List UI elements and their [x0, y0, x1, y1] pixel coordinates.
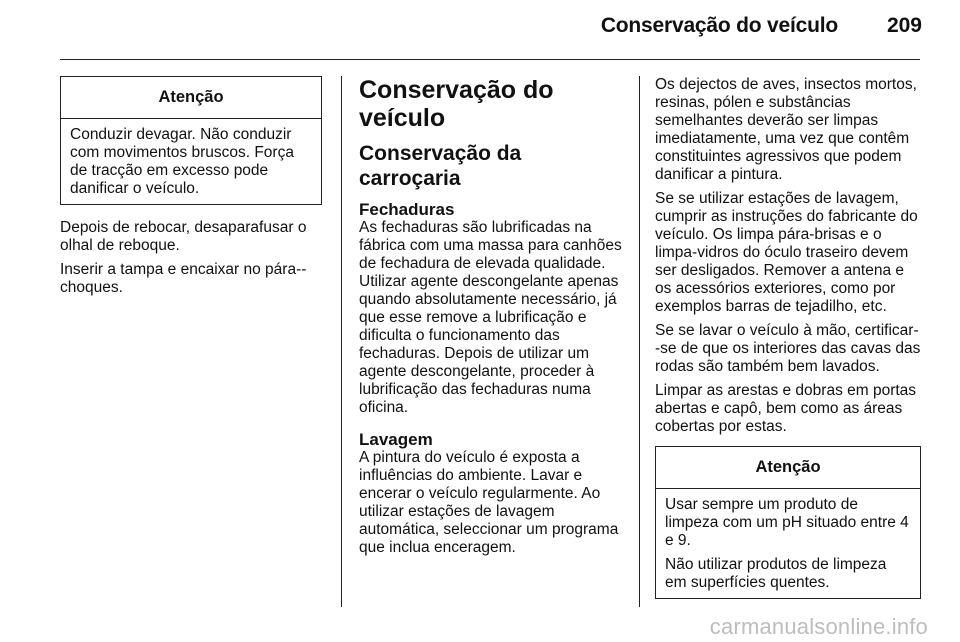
washing-heading: Lavagem [359, 430, 433, 449]
page-number: 209 [886, 14, 922, 37]
washing-paragraph: A pintura do veículo é exposta a influências do ambiente. Lavar e encerar o veículo regularmente. Ao utilizar estações de lavagem automática, seleccionar um programa que inclua enceragem. [359, 449, 619, 556]
warning-text: Conduzir devagar. Não conduzir com movimentos bruscos. Força de tracção em excesso pode danificar o veículo. [70, 126, 294, 197]
cover-paragraph: Inserir a tampa e encaixar no pára--choques. [60, 261, 307, 296]
edges-paragraph: Limpar as arestas e dobras em portas abertas e capô, bem como as áreas cobertas por estas. [655, 382, 917, 435]
locks-paragraph: As fechaduras são lubrificadas na fábrica com uma massa para canhões de fechadura de elevada qualidade. Utilizar agente descongelante apenas quando absolutamente necessário, já que esse remove a lubrificação e dificulta o funcionamento das fechaduras. Depois de utilizar um agente descongelante, proceder à lubrificação das fechaduras numa oficina. [359, 219, 622, 416]
warning-title-cleaning: Atenção [656, 447, 920, 489]
car-wash-paragraph: Se se utilizar estações de lavagem, cumprir as instruções do fabricante do veículo. Os limpa pára-brisas e o limpa-vidros do óculo traseiro devem ser desligados. Remover a antena e os acessórios exteriores, como por exemplos barras de tejadilho, etc. [655, 190, 918, 315]
ph-warning-text: Usar sempre um produto de limpeza com um pH situado entre 4 e 9. [665, 496, 909, 549]
warning-box-cleaning [655, 446, 921, 599]
bird-droppings-paragraph: Os dejectos de aves, insectos mortos, resinas, pólen e substâncias semelhantes deverão ser limpas imediatamente, uma vez que contêm constituintes agressivos que podem danificar a pintura. [655, 76, 917, 183]
locks-heading: Fechaduras [359, 200, 455, 219]
header-divider [60, 59, 920, 60]
column-divider-2 [639, 76, 640, 607]
section-heading: Conservação do veículo [359, 76, 554, 132]
column-divider-1 [341, 76, 342, 607]
column-middle [359, 76, 623, 563]
warning-body [61, 119, 321, 204]
warning-title: Atenção [61, 77, 321, 119]
hot-surface-warning-text: Não utilizar produtos de limpeza em superfícies quentes. [665, 556, 887, 591]
warning-box [60, 76, 322, 205]
page-header-title: Conservação do veículo [600, 14, 838, 37]
subsection-heading: Conservação da carroçaria [359, 142, 522, 190]
hand-wash-paragraph: Se se lavar o veículo à mão, certificar--se de que os interiores das cavas das rodas são também bem lavados. [655, 322, 921, 375]
watermark: carmanualsonline.info [709, 614, 928, 639]
column-left [60, 76, 322, 303]
warning-body-cleaning [656, 489, 920, 598]
column-right [655, 76, 921, 599]
tow-eye-paragraph: Depois de rebocar, desaparafusar o olhal de reboque. [60, 219, 307, 254]
